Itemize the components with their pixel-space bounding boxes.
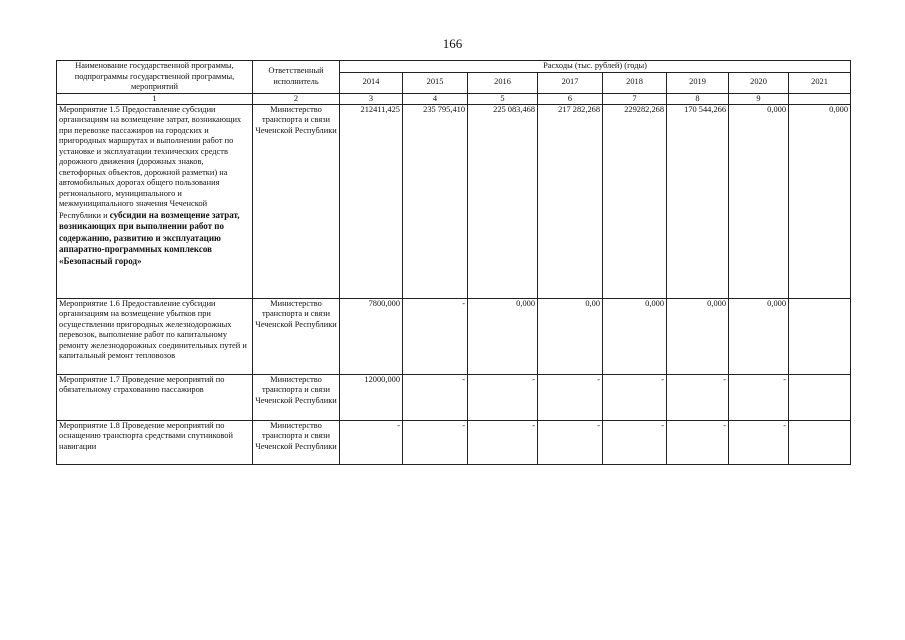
value-cell: -	[403, 298, 468, 374]
measure-name: Мероприятие 1.6 Предоставление субсидии организациям на возмещение убытков при осуществлении пригородных железнодорожных перевозок, выполнение работ по капитальному ремонту железнодорожных соединительных путей и капитальный ремонт тепловозов	[59, 298, 247, 360]
value-cell: 0,000	[729, 104, 789, 298]
table-row	[57, 420, 851, 464]
value-cell: -	[468, 420, 538, 464]
responsible-cell: Министерство транспорта и связи Чеченской Республики	[253, 374, 340, 420]
table-row	[57, 298, 851, 374]
budget-table	[56, 60, 851, 465]
measure-name: Мероприятие 1.7 Проведение мероприятий по обязательному страхованию пассажиров	[59, 374, 225, 394]
header-year: 2014	[340, 72, 403, 93]
value-cell: -	[667, 420, 729, 464]
value-cell: -	[729, 374, 789, 420]
index-cell: 3	[340, 93, 403, 104]
header-row	[57, 61, 851, 73]
value-cell: 0,000	[789, 104, 851, 298]
value-cell: 7800,000	[340, 298, 403, 374]
responsible-cell: Министерство транспорта и связи Чеченской Республики	[253, 298, 340, 374]
value-cell: 0,00	[538, 298, 603, 374]
header-name-col: Наименование государственной программы, подпрограммы государственной программы, мероприятий	[57, 61, 253, 94]
value-cell: -	[603, 374, 667, 420]
value-cell: -	[403, 374, 468, 420]
measure-name-cell	[57, 420, 253, 464]
index-cell: 4	[403, 93, 468, 104]
value-cell: -	[468, 374, 538, 420]
index-cell: 6	[538, 93, 603, 104]
measure-name: Мероприятие 1.5 Предоставление субсидии организациям на возмещение затрат, возникающих при перевозке пассажиров на городских и пригородных маршрутах и выполнении работ по установке и эксплуатации технических средств дорожного движения (дорожных знаков, светофорных объектов, дорожной разметки) на автомобильных дорогах общего пользования регионального, муниципального и межмуниципального значения Чеченской Республики и	[59, 104, 242, 220]
value-cell: -	[729, 420, 789, 464]
header-responsible-col: Ответственный исполнитель	[253, 61, 340, 94]
page-number: 166	[442, 36, 463, 51]
measure-name-cell	[57, 104, 253, 298]
value-cell	[789, 298, 851, 374]
header-expenses-group: Расходы (тыс. рублей) (годы)	[340, 61, 851, 73]
index-cell: 9	[729, 93, 789, 104]
header-year: 2021	[789, 72, 851, 93]
table-row	[57, 374, 851, 420]
value-cell: 217 282,268	[538, 104, 603, 298]
value-cell: -	[403, 420, 468, 464]
value-cell: 0,000	[468, 298, 538, 374]
table-row	[57, 104, 851, 298]
value-cell: 225 083,468	[468, 104, 538, 298]
value-cell: 0,000	[667, 298, 729, 374]
value-cell: 229282,268	[603, 104, 667, 298]
header-year: 2019	[667, 72, 729, 93]
value-cell	[789, 374, 851, 420]
value-cell: -	[538, 374, 603, 420]
measure-name-bold: субсидии на возмещение затрат, возникающих при выполнении работ по содержанию, развитию и эксплуатацию аппаратно-программных комплексов «Безопасный город»	[59, 209, 240, 266]
header-year: 2018	[603, 72, 667, 93]
header-year: 2016	[468, 72, 538, 93]
index-cell: 1	[57, 93, 253, 104]
index-cell	[789, 93, 851, 104]
responsible-cell: Министерство транспорта и связи Чеченской Республики	[253, 104, 340, 298]
value-cell: 12000,000	[340, 374, 403, 420]
responsible-cell: Министерство транспорта и связи Чеченской Республики	[253, 420, 340, 464]
index-cell: 8	[667, 93, 729, 104]
value-cell: 170 544,266	[667, 104, 729, 298]
header-year: 2020	[729, 72, 789, 93]
value-cell: -	[603, 420, 667, 464]
header-year: 2017	[538, 72, 603, 93]
value-cell: 0,000	[729, 298, 789, 374]
value-cell	[789, 420, 851, 464]
index-cell: 2	[253, 93, 340, 104]
value-cell: 212411,425	[340, 104, 403, 298]
index-row	[57, 93, 851, 104]
index-cell: 5	[468, 93, 538, 104]
header-year: 2015	[403, 72, 468, 93]
index-cell: 7	[603, 93, 667, 104]
measure-name: Мероприятие 1.8 Проведение мероприятий по оснащению транспорта средствами спутниковой навигации	[59, 420, 233, 451]
measure-name-cell	[57, 374, 253, 420]
value-cell: -	[667, 374, 729, 420]
value-cell: -	[340, 420, 403, 464]
value-cell: 0,000	[603, 298, 667, 374]
measure-name-cell	[57, 298, 253, 374]
value-cell: -	[538, 420, 603, 464]
value-cell: 235 795,410	[403, 104, 468, 298]
